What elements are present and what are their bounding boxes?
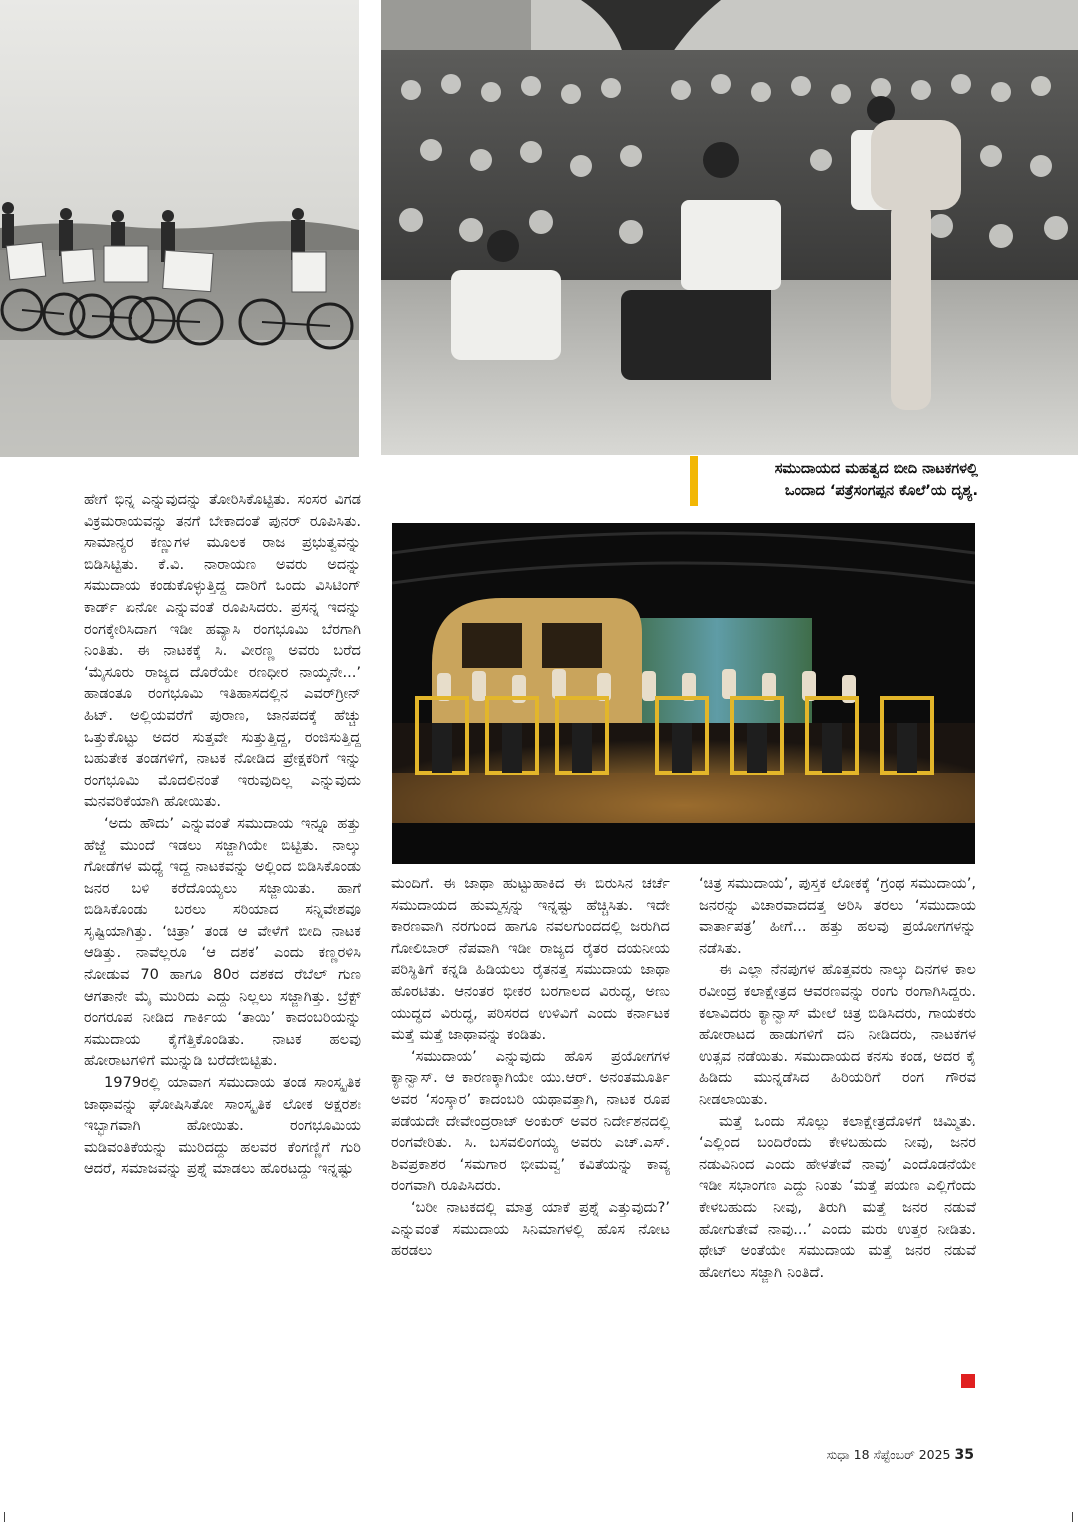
- col3-paragraph-3: ಮತ್ತೆ ಒಂದು ಸೊಲ್ಲು ಕಲಾಕ್ಷೇತ್ರದೊಳಗೆ ಚಿಮ್ಮಿತು. ‘ಎಲ್ಲಿಂದ ಬಂದಿರೆಂದು ಕೇಳಬಹುದು ನೀವು, ಜನರ ನಡುವಿನಿಂದ ಎಂದು ಹೇಳತೇವೆ ನಾವು’ ಎಂದೊಡನೆಯೇ ಇಡೀ ಸಭಾಂಗಣ ಎದ್ದು ನಿಂತು ‘ಮತ್ತೆ ಪಯಣ ಎಲ್ಲಿಗೆಂದು ಕೇಳಬಹುದು ನೀವು, ತಿರುಗಿ ಮತ್ತೆ ಜನರ ನಡುವೆ ಹೋಗುತೇವೆ ನಾವು...’ ಎಂದು ಮರು ಉತ್ತರ ನೀಡಿತು. ಥೇಟ್ ಅಂತೆಯೇ ಸಮುದಾಯ ಮತ್ತೆ ಜನರ ನಡುವೆ ಹೋಗಲು ಸಜ್ಜಾಗಿ ನಿಂತಿದೆ.: [699, 1112, 976, 1281]
- caption-accent-bar: [690, 456, 698, 506]
- col2-paragraph-3: ‘ಬರೀ ನಾಟಕದಲ್ಲಿ ಮಾತ್ರ ಯಾಕೆ ಪ್ರಶ್ನೆ ಎತ್ತುವುದು?’ ಎನ್ನುವಂತೆ ಸಮುದಾಯ ಸಿನಿಮಾಗಳಲ್ಲಿ ಹೊಸ ನೋಟ ಹರಡಲು: [391, 1198, 670, 1260]
- page-number: 35: [954, 1447, 974, 1463]
- col1-paragraph-3: 1979ರಲ್ಲಿ ಯಾವಾಗ ಸಮುದಾಯ ತಂಡ ಸಾಂಸ್ಕೃತಿಕ ಜಾಥಾವನ್ನು ಘೋಷಿಸಿತೋ ಸಾಂಸ್ಕೃತಿಕ ಲೋಕ ಅಕ್ಷರಶಃ ಇಬ್ಭಾಗವಾಗಿ ಹೋಯಿತು. ರಂಗಭೂಮಿಯ ಮಡಿವಂತಿಕೆಯನ್ನು ಮುರಿದದ್ದು ಹಲವರ ಕೆಂಗಣ್ಣಿಗೆ ಗುರಿ ಆದರೆ, ಸಮಾಜವನ್ನು ಪ್ರಶ್ನೆ ಮಾಡಲು ಹೊರಟದ್ದು ಇನ್ನಷ್ಟು: [84, 1074, 361, 1178]
- photo-street-play-image: [381, 0, 1078, 455]
- col1-paragraph-2: ‘ಅದು ಹೌದು’ ಎನ್ನುವಂತೆ ಸಮುದಾಯ ಇನ್ನೂ ಹತ್ತು ಹೆಜ್ಜೆ ಮುಂದೆ ಇಡಲು ಸಜ್ಜಾಗಿಯೇ ಬಿಟ್ಟಿತು. ನಾಲ್ಕು ಗೋಡೆಗಳ ಮಧ್ಯೆ ಇದ್ದ ನಾಟಕವನ್ನು ಅಲ್ಲಿಂದ ಬಿಡಿಸಿಕೊಂಡು ಜನರ ಬಳಿ ಕರೆದೊಯ್ಯಲು ಸಜ್ಜಾಯಿತು. ಹಾಗೆ ಬಿಡಿಸಿಕೊಂಡು ಬರಲು ಸರಿಯಾದ ಸನ್ನಿವೇಶವೂ ಸೃಷ್ಟಿಯಾಗಿತ್ತು. ‘ಚಿತ್ರಾ’ ತಂಡ ಆ ವೇಳೆಗೆ ಬೀದಿ ನಾಟಕ ಆಡಿತ್ತು. ನಾವೆಲ್ಲರೂ ‘ಆ ದಶಕ’ ಎಂದು ಕಣ್ಣರಳಿಸಿ ನೋಡುವ 70 ಹಾಗೂ 80ರ ದಶಕದ ರೆಬೆಲ್ ಗುಣ ಆಗತಾನೇ ಮೈ ಮುರಿದು ಎದ್ದು ನಿಲ್ಲಲು ಸಜ್ಜಾಗಿತ್ತು. ಬ್ರೆಕ್ಟ್ ರಂಗರೂಪ ನೀಡಿದ ಗಾರ್ಕಿಯ ‘ತಾಯಿ’ ಕಾದಂಬರಿಯನ್ನು ಸಮುದಾಯ ಕೈಗೆತ್ತಿಕೊಂಡಿತು. ನಾಟಕ ಹಲವು ಹೋರಾಟಗಳಿಗೆ ಮುನ್ನುಡಿ ಬರೆದೇಬಿಟ್ಟಿತು.: [84, 814, 361, 1070]
- col3-paragraph-1: ‘ಚಿತ್ರ ಸಮುದಾಯ’, ಪುಸ್ತಕ ಲೋಕಕ್ಕೆ ‘ಗ್ರಂಥ ಸಮುದಾಯ’, ಜನರನ್ನು ವಿಚಾರವಾದದತ್ತ ಅರಿಸಿ ತರಲು ‘ಸಮುದಾಯ ವಾರ್ತಾಪತ್ರ’ ಹೀಗೆ... ಹತ್ತು ಹಲವು ಪ್ರಯೋಗಗಳನ್ನು ನಡೆಸಿತು.: [699, 875, 976, 957]
- article-end-mark: [961, 1374, 975, 1388]
- caption-line-2: ಒಂದಾದ ‘ಪತ್ರೆಸಂಗಪ್ಪನ ಕೊಲೆ’ಯ ದೃಶ್ಯ.: [784, 483, 978, 499]
- page-footer: [826, 1447, 974, 1463]
- caption-line-1: ಸಮುದಾಯದ ಮಹತ್ವದ ಬೀದಿ ನಾಟಕಗಳಲ್ಲಿ: [774, 461, 978, 477]
- photo-street-play: [381, 0, 1078, 455]
- photo-stage-image: [392, 523, 975, 864]
- photo-cyclists-image: [0, 0, 359, 457]
- col3-paragraph-2: ಈ ಎಲ್ಲಾ ನೆನಪುಗಳ ಹೊತ್ತವರು ನಾಲ್ಕು ದಿನಗಳ ಕಾಲ ರವೀಂದ್ರ ಕಲಾಕ್ಷೇತ್ರದ ಆವರಣವನ್ನು ರಂಗು ರಂಗಾಗಿಸಿದ್ದರು. ಕಲಾವಿದರು ಕ್ಯಾನ್ವಾಸ್ ಮೇಲೆ ಚಿತ್ರ ಬಿಡಿಸಿದರು, ಗಾಯಕರು ಹೋರಾಟದ ಹಾಡುಗಳಿಗೆ ದನಿ ನೀಡಿದರು, ನಾಟಕಗಳ ಉತ್ಸವ ನಡೆಯಿತು. ಸಮುದಾಯದ ಕನಸು ಕಂಡ, ಅದರ ಕೈ ಹಿಡಿದು ಮುನ್ನಡೆಸಿದ ಹಿರಿಯರಿಗೆ ರಂಗ ಗೌರವ ನೀಡಲಾಯಿತು.: [699, 961, 976, 1108]
- photo-stage-performance: [392, 523, 975, 864]
- article-column-1: [84, 489, 361, 1180]
- article-column-2: [391, 873, 670, 1262]
- crop-mark-bottom-left: [4, 1512, 5, 1522]
- col2-paragraph-2: ‘ಸಮುದಾಯ’ ಎನ್ನುವುದು ಹೊಸ ಪ್ರಯೋಗಗಳ ಕ್ಯಾನ್ವಾಸ್. ಆ ಕಾರಣಕ್ಕಾಗಿಯೇ ಯು.ಆರ್. ಅನಂತಮೂರ್ತಿ ಅವರ ‘ಸಂಸ್ಕಾರ’ ಕಾದಂಬರಿ ಯಥಾವತ್ತಾಗಿ, ನಾಟಕ ರೂಪ ಪಡೆಯದೇ ದೇವೇಂದ್ರರಾಜ್ ಅಂಕುರ್ ಅವರ ನಿರ್ದೇಶನದಲ್ಲಿ ರಂಗವೇರಿತು. ಸಿ. ಬಸವಲಿಂಗಯ್ಯ ಅವರು ಎಚ್.ಎಸ್. ಶಿವಪ್ರಕಾಶರ ‘ಸಮಗಾರ ಭೀಮವ್ವ’ ಕವಿತೆಯನ್ನು ಕಾವ್ಯ ರಂಗವಾಗಿ ರೂಪಿಸಿದರು.: [391, 1047, 670, 1195]
- article-column-3: [699, 873, 976, 1283]
- col1-paragraph-1: ಹೇಗೆ ಭಿನ್ನ ಎನ್ನುವುದನ್ನು ತೋರಿಸಿಕೊಟ್ಟಿತು. ಸಂಸರ ವಿಗಡ ವಿಕ್ರಮರಾಯವನ್ನು ತನಗೆ ಬೇಕಾದಂತೆ ಪುನರ್ ರೂಪಿಸಿತು. ಸಾಮಾನ್ಯರ ಕಣ್ಣುಗಳ ಮೂಲಕ ರಾಜ ಪ್ರಭುತ್ವವನ್ನು ಬಿಡಿಸಿಟ್ಟಿತು. ಕೆ.ವಿ. ನಾರಾಯಣ ಅವರು ಅದನ್ನು ಸಮುದಾಯ ಕಂಡುಕೊಳ್ಳುತ್ತಿದ್ದ ದಾರಿಗೆ ಒಂದು ವಿಸಿಟಿಂಗ್ ಕಾರ್ಡ್ ಏನೋ ಎನ್ನುವಂತೆ ರೂಪಿಸಿದರು. ಪ್ರಸನ್ನ ಇದನ್ನು ರಂಗಕ್ಕೇರಿಸಿದಾಗ ಇಡೀ ಹವ್ಯಾಸಿ ರಂಗಭೂಮಿ ಬೆರಗಾಗಿ ನಿಂತಿತು. ಈ ನಾಟಕಕ್ಕೆ ಸಿ. ವೀರಣ್ಣ ಅವರು ಬರೆದ ‘ಮೈಸೂರು ರಾಜ್ಯದ ದೊರೆಯೇ ರಣಧೀರ ನಾಯ್ಕನೇ...’ ಹಾಡಂತೂ ರಂಗಭೂಮಿ ಇತಿಹಾಸದಲ್ಲಿನ ಎವರ್‌ಗ್ರೀನ್ ಹಿಟ್. ಅಲ್ಲಿಯವರೆಗೆ ಪುರಾಣ, ಜಾನಪದಕ್ಕೆ ಹೆಚ್ಚು ಒತ್ತುಕೊಟ್ಟು ಅದರ ಸುತ್ತವೇ ಸುತ್ತುತ್ತಿದ್ದ, ರಂಜಿಸುತ್ತಿದ್ದ ಬಹುತೇಕ ತಂಡಗಳಿಗೆ, ನಾಟಕ ನೋಡಿದ ಪ್ರೇಕ್ಷಕರಿಗೆ ಇನ್ನು ರಂಗಭೂಮಿ ಮೊದಲಿನಂತೆ ಇರುವುದಿಲ್ಲ ಎನ್ನುವುದು ಮನವರಿಕೆಯಾಗಿ ಹೋಯಿತು.: [84, 491, 361, 811]
- photo-cyclists: [0, 0, 359, 457]
- photo-caption: [706, 458, 978, 502]
- col2-paragraph-1: ಮಂದಿಗೆ. ಈ ಜಾಥಾ ಹುಟ್ಟುಹಾಕಿದ ಈ ಬಿರುಸಿನ ಚರ್ಚೆ ಸಮುದಾಯದ ಹುಮ್ಮಸ್ಸನ್ನು ಇನ್ನಷ್ಟು ಹೆಚ್ಚಿಸಿತು. ಇದೇ ಕಾರಣವಾಗಿ ನರಗುಂದ ಹಾಗೂ ನವಲಗುಂದದಲ್ಲಿ ಜರುಗಿದ ಗೋಲಿಬಾರ್ ನೆಪವಾಗಿ ಇಡೀ ರಾಜ್ಯದ ರೈತರ ದಯನೀಯ ಪರಿಸ್ಥಿತಿಗೆ ಕನ್ನಡಿ ಹಿಡಿಯಲು ರೈತನತ್ತ ಸಮುದಾಯ ಜಾಥಾ ಹೊರಟಿತು. ಆನಂತರ ಭೀಕರ ಬರಗಾಲದ ವಿರುದ್ಧ, ಅಣು ಯುದ್ಧದ ವಿರುದ್ಧ, ಪರಿಸರದ ಉಳಿವಿಗೆ ಎಂದು ಕರ್ನಾಟಕ ಮತ್ತೆ ಮತ್ತೆ ಜಾಥಾವನ್ನು ಕಂಡಿತು.: [391, 875, 670, 1044]
- crop-mark-bottom-right: [1072, 1512, 1073, 1522]
- footer-publication-date: ಸುಧಾ 18 ಸೆಪ್ಟೆಂಬರ್ 2025: [826, 1447, 951, 1462]
